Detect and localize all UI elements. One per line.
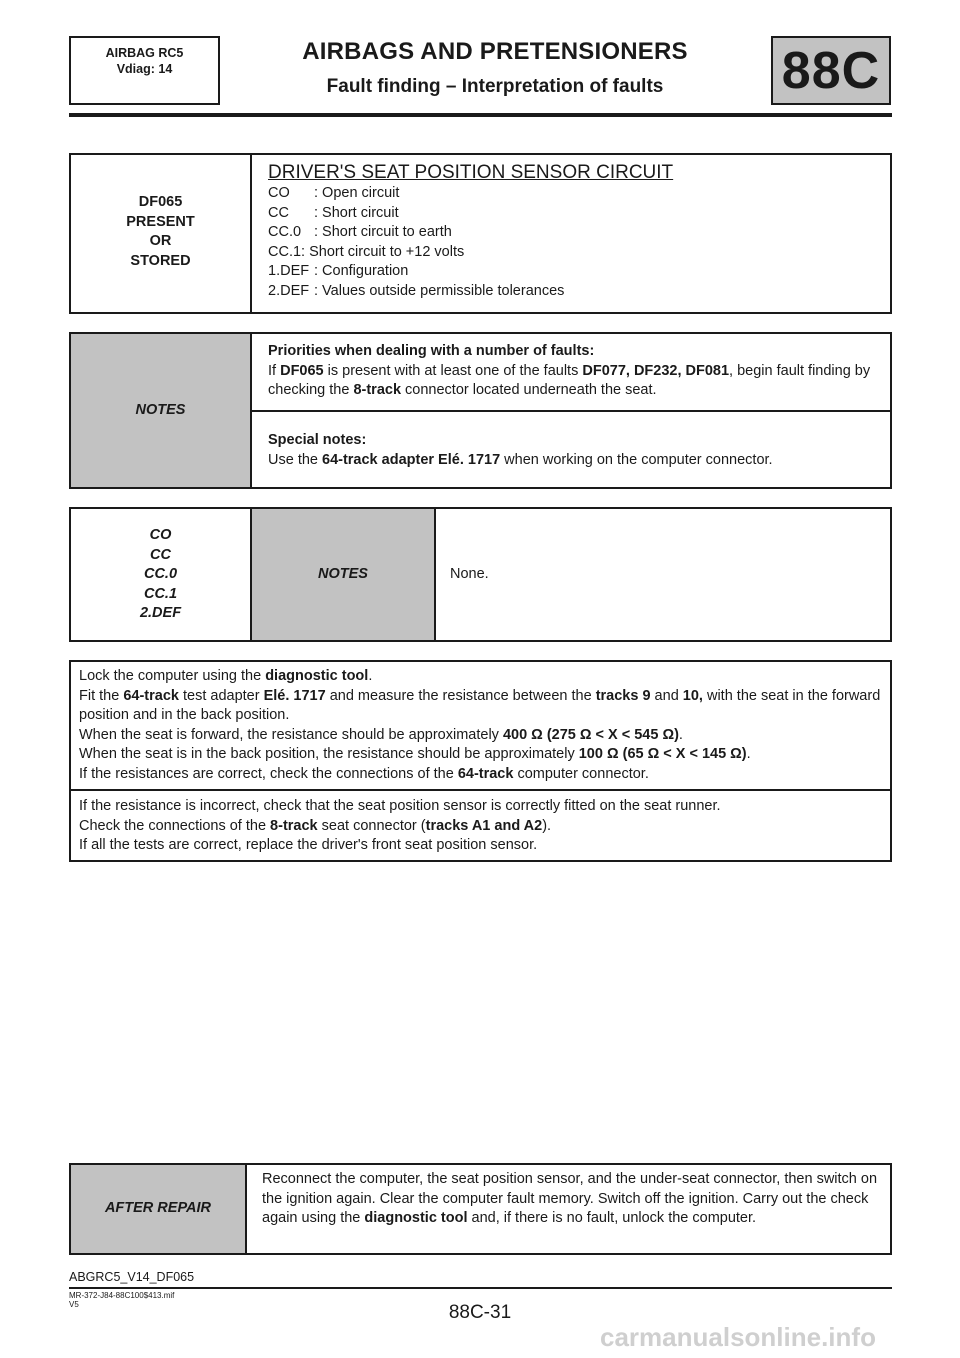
fault-code: DF065 <box>138 194 183 210</box>
after-repair-text: Reconnect the computer, the seat position sensor, and the under-seat connector, then switch on the ignition again. Clear the computer fault memory. Switch off the ignition. Carry out the check again using the diagnostic tool and, if there is no fault, unlock the computer. <box>262 1171 878 1226</box>
condition-code: CC.1 <box>143 585 178 602</box>
page-number: 88C-31 <box>448 1302 512 1323</box>
conditions-notes-label: NOTES <box>318 566 368 582</box>
special-heading: Special notes: <box>268 432 367 448</box>
definition-row: 2.DEF : Values outside permissible tolerances <box>268 282 565 299</box>
system-name: AIRBAG RC5 <box>105 46 184 60</box>
step-forward-value: When the seat is forward, the resistance should be approximately 400 Ω (275 Ω < X < 545 Ω). <box>79 726 683 743</box>
watermark: carmanualsonline.info <box>600 1322 876 1352</box>
step-lock-computer: Lock the computer using the diagnostic tool. <box>79 668 373 684</box>
page-subtitle: Fault finding – Interpretation of faults <box>326 76 664 97</box>
definition-row: CO : Open circuit <box>268 185 400 201</box>
step-back-value: When the seat is in the back position, the resistance should be approximately 100 Ω (65 Ω < X < 145 Ω). <box>79 746 751 762</box>
condition-code: CC <box>150 546 171 563</box>
notes-row-divider <box>250 410 892 412</box>
fault-status-stored: STORED <box>130 252 191 269</box>
footer-divider <box>69 1287 892 1289</box>
vehicle-system-box <box>69 36 220 105</box>
fault-title: DRIVER'S SEAT POSITION SENSOR CIRCUIT <box>268 162 674 183</box>
definition-row: 1.DEF : Configuration <box>268 263 409 279</box>
after-repair-divider <box>245 1163 247 1255</box>
source-file-reference: MR-372-J84-88C100$413.mif V5 <box>69 1291 175 1309</box>
fault-definitions <box>268 184 878 301</box>
definition-row: CC.0 : Short circuit to earth <box>268 224 452 240</box>
fault-status-present: PRESENT <box>126 213 195 230</box>
document-reference: ABGRC5_V14_DF065 <box>69 1270 195 1284</box>
condition-codes <box>71 526 250 624</box>
step-check-connector: If the resistances are correct, check the connections of the 64-track computer connector. <box>79 765 649 782</box>
definition-row: CC.1: Short circuit to +12 volts <box>268 243 465 260</box>
step-measure-resistance: Fit the 64-track test adapter Elé. 1717 and measure the resistance between the tracks 9 and 10, with the seat in the forward position and in the back position. <box>79 687 881 723</box>
fault-table-divider <box>250 153 252 314</box>
fault-status-or: OR <box>149 233 172 249</box>
page-title: AIRBAGS AND PRETENSIONERS <box>302 38 688 65</box>
priorities-note <box>268 342 878 401</box>
definition-row: CC : Short circuit <box>268 204 399 221</box>
step-check-sensor-fitting: If the resistance is incorrect, check that the seat position sensor is correctly fitted on the seat runner. <box>79 798 721 814</box>
incorrect-resistance-instructions <box>79 797 884 856</box>
step-replace-sensor: If all the tests are correct, replace the driver's front seat position sensor. <box>79 837 538 853</box>
procedure-row-divider <box>69 789 892 791</box>
condition-code: CC.0 <box>143 566 178 582</box>
condition-code: 2.DEF <box>139 605 182 621</box>
after-repair-label: AFTER REPAIR <box>104 1200 212 1216</box>
conditions-divider-right <box>434 507 436 642</box>
priorities-heading: Priorities when dealing with a number of faults: <box>268 343 595 359</box>
special-note <box>268 431 878 470</box>
notes-label: NOTES <box>135 402 186 418</box>
step-check-seat-connector: Check the connections of the 8-track seat connector (tracks A1 and A2). <box>79 817 552 834</box>
condition-code: CO <box>149 527 172 543</box>
priorities-text: If DF065 is present with at least one of the faults DF077, DF232, DF081, begin fault finding by checking the 8-track connector located underneath the seat. <box>268 362 871 398</box>
conditions-notes-text: None. <box>450 566 489 582</box>
resistance-check-instructions <box>79 667 884 784</box>
header-divider <box>69 113 892 117</box>
vdiag-version: Vdiag: 14 <box>116 62 173 76</box>
special-text: Use the 64-track adapter Elé. 1717 when working on the computer connector. <box>268 451 773 468</box>
fault-status-cell <box>71 193 250 271</box>
section-code-badge: 88C <box>771 36 891 105</box>
fault-description-cell <box>268 162 878 301</box>
